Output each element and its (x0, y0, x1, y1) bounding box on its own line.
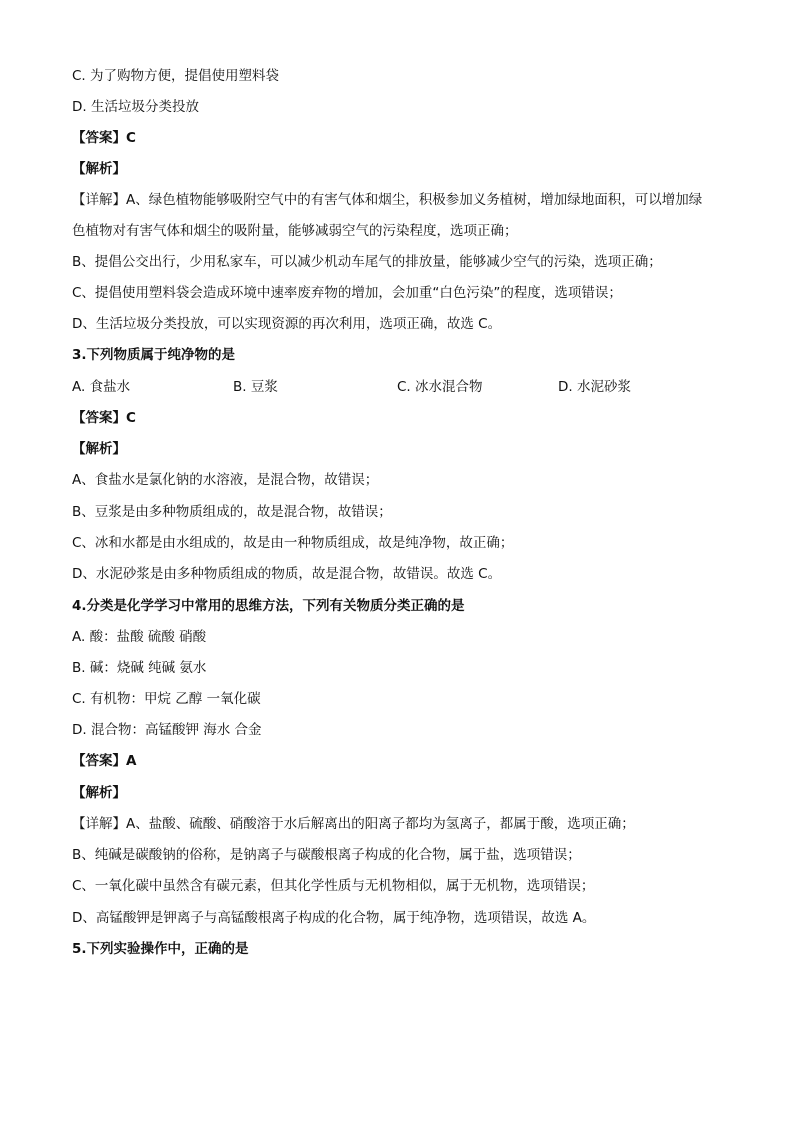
q4-option-c: C. 有机物：甲烷 乙醇 一氧化碳 (72, 691, 261, 707)
q4-answer: 【答案】A (72, 753, 137, 769)
q2-detail-line: 色植物对有害气体和烟尘的吸附量，能够减弱空气的污染程度，选项正确； (72, 223, 518, 239)
q3-option-d: D. 水泥砂浆 (558, 379, 631, 395)
q2-answer: 【答案】C (72, 130, 136, 146)
q2-analysis-label: 【解析】 (72, 161, 126, 177)
q3-analysis-line: D、水泥砂浆是由多种物质组成的物质，故是混合物，故错误。故选 C。 (72, 566, 502, 582)
q5-question: 5.下列实验操作中，正确的是 (72, 941, 249, 957)
q2-detail-line: 【详解】A、绿色植物能够吸附空气中的有害气体和烟尘，积极参加义务植树，增加绿地面积，可以增加绿 (72, 192, 703, 208)
q3-analysis-line: A、食盐水是氯化钠的水溶液，是混合物，故错误； (72, 472, 379, 488)
q4-detail-line: B、纯碱是碳酸钠的俗称，是钠离子与碳酸根离子构成的化合物，属于盐，选项错误； (72, 847, 581, 863)
q2-option-c: C. 为了购物方便，提倡使用塑料袋 (72, 68, 280, 84)
q4-detail-line: D、高锰酸钾是钾离子与高锰酸根离子构成的化合物，属于纯净物，选项错误，故选 A。 (72, 910, 596, 926)
q3-option-b: B. 豆浆 (233, 379, 278, 395)
q3-analysis-label: 【解析】 (72, 441, 126, 457)
q2-detail-line: D、生活垃圾分类投放，可以实现资源的再次利用，选项正确，故选 C。 (72, 316, 502, 332)
q3-option-a: A. 食盐水 (72, 379, 131, 395)
q4-option-b: B. 碱：烧碱 纯碱 氨水 (72, 660, 207, 676)
q4-option-a: A. 酸：盐酸 硫酸 硝酸 (72, 629, 207, 645)
q4-detail-line: 【详解】A、盐酸、硫酸、硝酸溶于水后解离出的阳离子都均为氢离子，都属于酸，选项正确； (72, 816, 635, 832)
q4-detail-line: C、一氧化碳中虽然含有碳元素，但其化学性质与无机物相似，属于无机物，选项错误； (72, 878, 595, 894)
q3-analysis-line: B、豆浆是由多种物质组成的，故是混合物，故错误； (72, 504, 392, 520)
q3-answer: 【答案】C (72, 410, 136, 426)
q3-question: 3.下列物质属于纯净物的是 (72, 347, 236, 363)
q2-option-d: D. 生活垃圾分类投放 (72, 99, 199, 115)
q4-question: 4.分类是化学学习中常用的思维方法，下列有关物质分类正确的是 (72, 598, 465, 614)
q2-detail-line: B、提倡公交出行，少用私家车，可以减少机动车尾气的排放量，能够减少空气的污染，选项正确； (72, 254, 662, 270)
q3-option-c: C. 冰水混合物 (397, 379, 483, 395)
q4-analysis-label: 【解析】 (72, 785, 126, 801)
q3-analysis-line: C、冰和水都是由水组成的，故是由一种物质组成，故是纯净物，故正确； (72, 535, 514, 551)
q2-detail-line: C、提倡使用塑料袋会造成环境中速率废弃物的增加，会加重“白色污染”的程度，选项错误； (72, 285, 622, 301)
q4-option-d: D. 混合物：高锰酸钾 海水 合金 (72, 722, 262, 738)
